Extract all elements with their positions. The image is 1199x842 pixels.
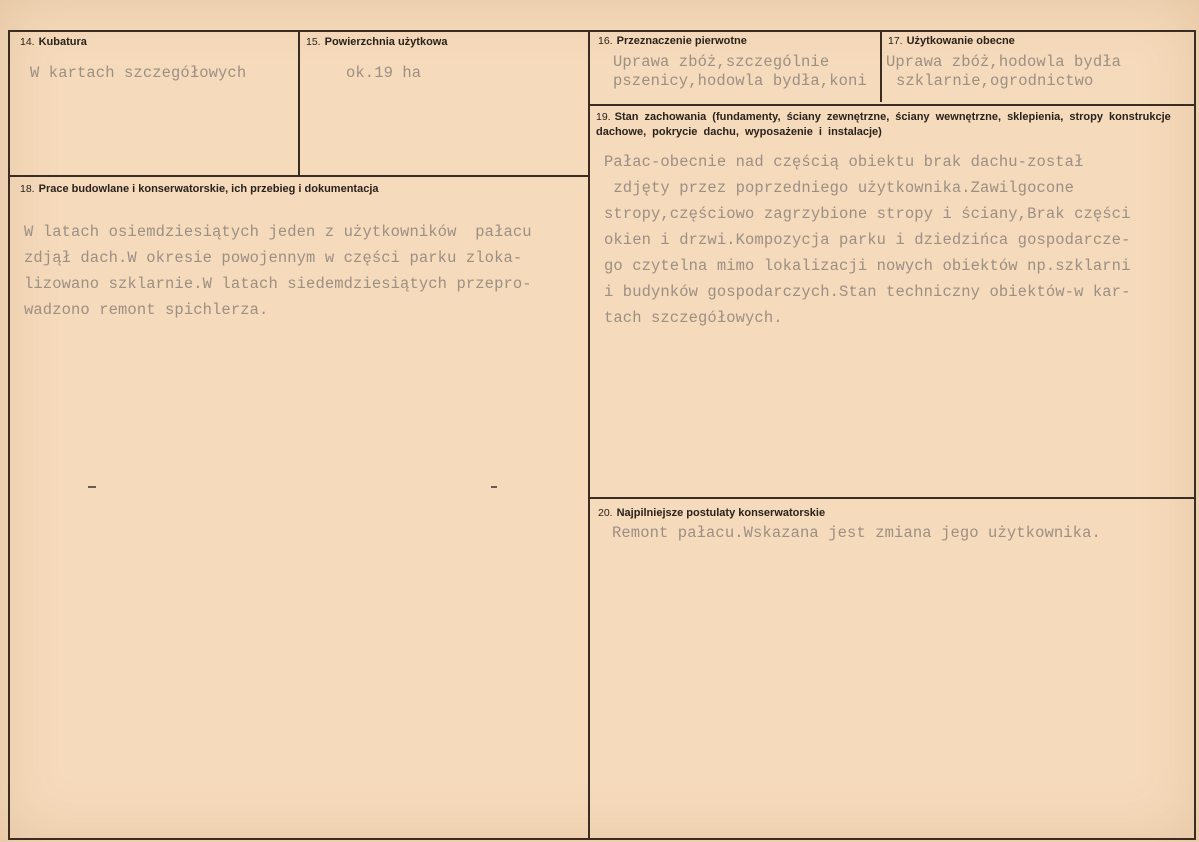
divider-16-17 [880,30,882,102]
divider-top-19 [588,104,1196,106]
field-19-title: Stan zachowania (fundamenty, ściany zewnętrzne, ściany wewnętrzne, sklepienia, stropy konstrukcje dachowe, pokrycie dachu, wyposażenie i instalacje) [596,111,1171,138]
field-19-line-2: zdjęty przez poprzedniego użytkownika.Zawilgocone [604,179,1075,197]
field-19-line-1: Pałac-obecnie nad częścią obiektu brak dachu-został [604,153,1084,171]
field-16-label [598,34,747,49]
ink-mark [88,486,96,488]
field-14-value: W kartach szczegółowych [30,64,247,82]
field-18-label [20,182,379,197]
field-18-line-1: W latach osiemdziesiątych jeden z użytkowników pałacu [24,223,532,241]
field-19-line-4: okien i drzwi.Kompozycja parku i dziedzińca gospodarcze- [604,231,1131,249]
field-16-line-1: Uprawa zbóż,szczególnie [613,53,830,71]
field-20-value: Remont pałacu.Wskazana jest zmiana jego użytkownika. [612,524,1101,542]
divider-14-15 [298,30,300,176]
field-18-title: Prace budowlane i konserwatorskie, ich przebieg i dokumentacja [38,183,379,195]
field-19-line-6: i budynków gospodarczych.Stan techniczny obiektów-w kar- [604,283,1131,301]
field-14-label [20,35,87,50]
left-rule [8,30,10,840]
field-17-line-2: szklarnie,ogrodnictwo [896,72,1094,90]
field-16-number: 16. [598,35,613,47]
ink-mark [491,486,497,488]
field-20-label [598,506,825,521]
field-19-label [596,110,1186,140]
field-15-title: Powierzchnia użytkowa [324,36,448,48]
field-14-title: Kubatura [38,36,87,48]
field-19-line-5: go czytelna mimo lokalizacji nowych obiektów np.szklarni [604,257,1131,275]
field-19-number: 19. [596,111,611,123]
field-18-line-4: wadzono remont spichlerza. [24,301,269,319]
field-18-line-3: lizowano szklarnie.W latach siedemdziesiątych przepro- [24,275,532,293]
field-15-label [306,35,447,50]
field-17-title: Użytkowanie obecne [906,35,1015,47]
field-15-value: ok.19 ha [346,64,422,82]
center-rule [588,30,590,840]
field-16-title: Przeznaczenie pierwotne [616,35,747,47]
field-18-number: 18. [20,183,35,195]
divider-19-20 [588,497,1196,499]
divider-top-18 [8,175,590,177]
field-17-number: 17. [888,35,903,47]
field-20-number: 20. [598,507,613,519]
field-18-line-2: zdjął dach.W okresie powojennym w części parku zloka- [24,249,523,267]
field-14-number: 14. [20,36,35,48]
field-20-title: Najpilniejsze postulaty konserwatorskie [616,507,826,519]
field-15-number: 15. [306,36,321,48]
field-19-line-3: stropy,częściowo zagrzybione stropy i ściany,Brak części [604,205,1131,223]
right-rule [1194,30,1196,840]
field-17-line-1: Uprawa zbóż,hodowla bydła [886,53,1122,71]
field-17-label [888,34,1015,49]
bottom-rule [8,838,1196,840]
field-19-line-7: tach szczegółowych. [604,309,783,327]
top-rule [8,30,1196,32]
field-16-line-2: pszenicy,hodowla bydła,koni [613,72,867,90]
